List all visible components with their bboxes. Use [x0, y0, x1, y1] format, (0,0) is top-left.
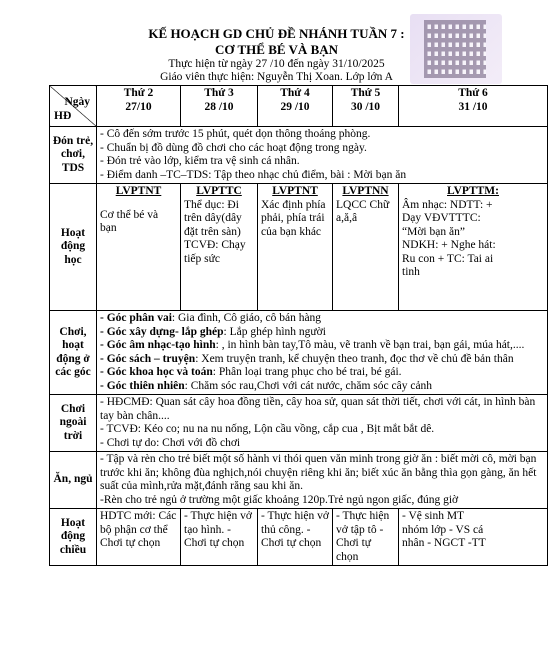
choi-ngoai-troi-content [97, 395, 548, 452]
row-hoat-dong-hoc [50, 184, 548, 311]
list-item: - TCVĐ: Kéo co; nu na nu nống, Lộn cầu vồng, cắp cua , Bịt mắt bắt dê. [100, 423, 435, 435]
afternoon-thu: - Thực hiện vở tập tô - Chơi tự chọn [333, 509, 399, 566]
row-hoat-dong-chieu [50, 509, 548, 566]
afternoon-fri: - Vệ sinh MT nhóm lớp - VS cá nhân - NGCT -TT [399, 509, 548, 566]
lesson-content: Âm nhạc: NDTT: + Dạy VĐVTTTC: “Mời bạn ăn” NDKH: + Nghe hát: Ru con + TC: Tai ai tinh [402, 198, 496, 278]
list-item: - Cô đến sớm trước 15 phút, quét dọn thông thoáng phòng. [100, 128, 371, 140]
row-label-choi-ngoai-troi: Chơi ngoài trời [50, 395, 97, 452]
list-item: - Tập và rèn cho trẻ biết một số hành vi thói quen văn minh trong giờ ăn : biết mời cô, mời bạn trước khi ăn; không đùa nghịch,nói chuyện riêng khi ăn; biết xúc ăn bằng thìa gọn gàng, ăn hết suất của mình,rửa mặt,đánh răng sau khi ăn. [100, 453, 537, 492]
list-item: - Góc khoa học và toán: Phân loại trang phục cho bé trai, bé gái. [100, 366, 402, 378]
lesson-subject: LVPTTC [196, 185, 242, 197]
lesson-content: Thể dục: Đi trên dây(dây đặt trên sàn) TCVĐ: Chạy tiếp sức [184, 198, 246, 265]
lesson-fri [399, 184, 548, 311]
an-ngu-content [97, 452, 548, 509]
corner-activity-label: HĐ [54, 109, 72, 122]
list-item: - Điểm danh –TC–TDS: Tập theo nhạc chủ điểm, bài : Mời bạn ăn [100, 168, 407, 181]
day-header-thu: Thứ 5 30 /10 [333, 86, 399, 127]
plan-dates: Thực hiện từ ngày 27 /10 đến ngày 31/10/2025 [168, 58, 385, 70]
weekly-plan-table [49, 85, 548, 566]
list-item: - Góc xây dựng- lắp ghép: Lắp ghép hình người [100, 325, 326, 338]
row-choi-goc [50, 311, 548, 395]
afternoon-wed: - Thực hiện vở thủ công. - Chơi tự chọn [258, 509, 333, 566]
row-an-ngu [50, 452, 548, 509]
lesson-subject: LVPTTM: [447, 185, 499, 197]
lesson-subject: LVPTNT [115, 185, 162, 197]
lesson-wed [258, 184, 333, 311]
list-item: - Góc sách – truyện: Xem truyện tranh, kể chuyện theo tranh, đọc thơ về chủ đề bản thân [100, 352, 514, 365]
list-item: - Góc âm nhạc-tạo hình: , in hình bàn tay,Tô màu, vẽ tranh về bạn trai, bạn gái, múa hát,.... [100, 339, 525, 351]
corner-cell [50, 86, 97, 127]
corner-day-label: Ngày [64, 96, 90, 108]
list-item: - Đón trẻ vào lớp, kiểm tra vệ sinh cá nhân. [100, 155, 300, 167]
list-item: - Chuẩn bị đồ dùng đồ chơi cho các hoạt động trong ngày. [100, 141, 367, 154]
afternoon-mon: HDTC mới: Các bộ phận cơ thể Chơi tự chọn [97, 509, 181, 566]
lesson-subject: LVPTNT [272, 185, 318, 197]
don-tre-content [97, 127, 548, 184]
plan-teacher: Giáo viên thực hiện: Nguyễn Thị Xoan. Lớp lớn A [160, 71, 393, 83]
list-item: - Góc phân vai: Gia đình, Cô giáo, cô bán hàng [100, 312, 322, 324]
list-item: - HĐCMĐ: Quan sát cây hoa đồng tiền, cây hoa sử, quan sát thời tiết, chơi với cát, in hình bàn tay bàn chân.... [100, 396, 536, 422]
list-item: - Góc thiên nhiên: Chăm sóc rau,Chơi với cát nước, chăm sóc cây cảnh [100, 379, 433, 392]
row-don-tre [50, 127, 548, 184]
row-label-choi-goc: Chơi, hoạt động ở các góc [50, 311, 97, 395]
lesson-content: Xác định phía phải, phía trái của bạn khác [261, 198, 326, 238]
row-label-hoat-dong-hoc: Hoạt động học [50, 184, 97, 311]
lesson-mon [97, 184, 181, 311]
day-header-mon: Thứ 2 27/10 [97, 86, 181, 127]
afternoon-tue: - Thực hiện vở tạo hình. - Chơi tự chọn [181, 509, 258, 566]
row-label-an-ngu: Ăn, ngủ [50, 452, 97, 509]
lesson-content: LQCC Chữ a,ă,â [336, 198, 390, 224]
row-label-hoat-dong-chieu: Hoạt động chiều [50, 509, 97, 566]
choi-goc-content [97, 311, 548, 395]
lesson-subject: LVPTNN [342, 185, 389, 197]
table-header-row [50, 86, 548, 127]
day-header-wed: Thứ 4 29 /10 [258, 86, 333, 127]
plan-subtitle: CƠ THỂ BÉ VÀ BẠN [214, 42, 339, 57]
lesson-thu [333, 184, 399, 311]
row-choi-ngoai-troi [50, 395, 548, 452]
list-item: - Chơi tự do: Chơi với đồ chơi [100, 436, 241, 449]
day-header-tue: Thứ 3 28 /10 [181, 86, 258, 127]
plan-title: KẾ HOẠCH GD CHỦ ĐỀ NHÁNH TUẦN 7 : [148, 26, 405, 41]
lesson-tue [181, 184, 258, 311]
list-item: -Rèn cho trẻ ngủ ở trường một giấc khoảng 120p.Trẻ ngủ ngon giấc, đúng giờ [100, 493, 459, 506]
lesson-content: Cơ thể bé và bạn [100, 208, 159, 234]
row-label-don-tre: Đón trẻ, chơi, TDS [50, 127, 97, 184]
day-header-fri: Thứ 6 31 /10 [399, 86, 548, 127]
